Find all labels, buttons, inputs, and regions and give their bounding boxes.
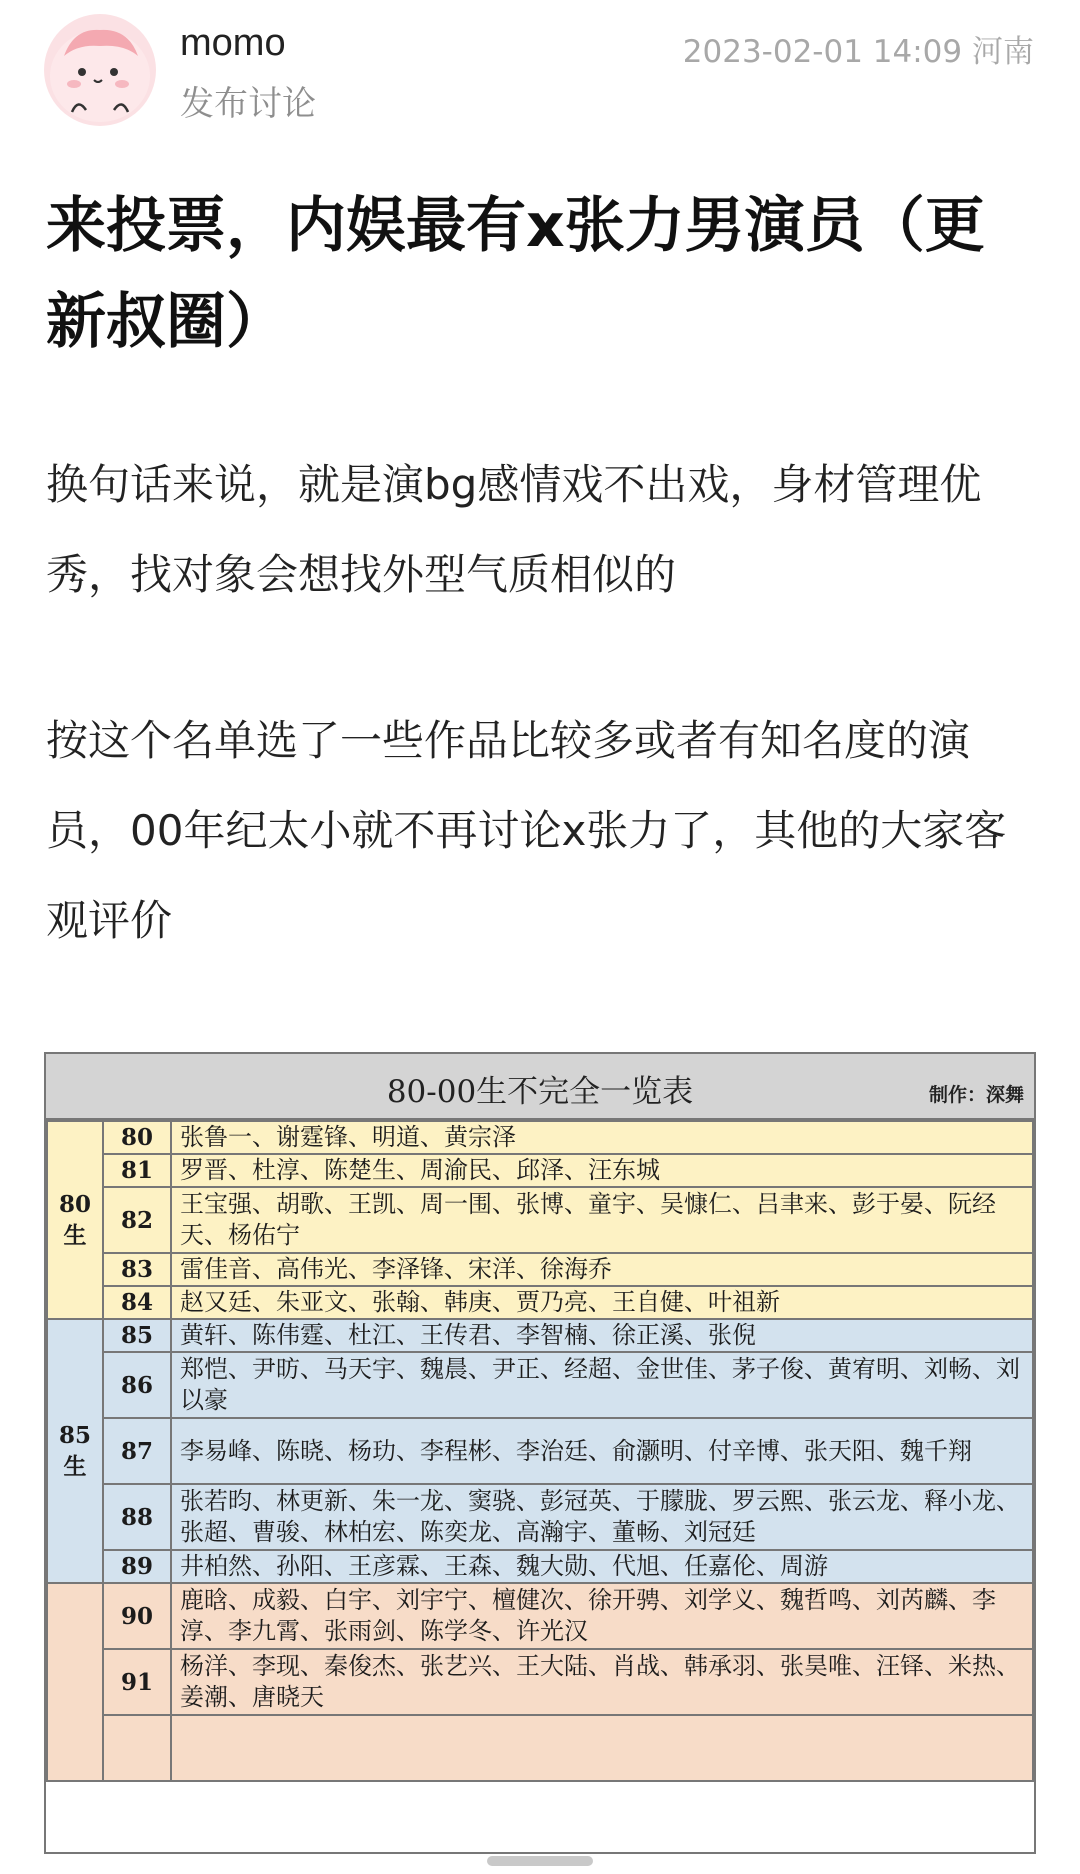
names-cell: 李易峰、陈晓、杨玏、李程彬、李治廷、俞灏明、付辛博、张天阳、魏千翔 [171, 1418, 1033, 1484]
names-cell: 赵又廷、朱亚文、张翰、韩庚、贾乃亮、王自健、叶祖新 [171, 1286, 1033, 1319]
names-cell: 黄轩、陈伟霆、杜江、王传君、李智楠、徐正溪、张倪 [171, 1319, 1033, 1352]
post-meta [683, 26, 1034, 71]
year-cell: 82 [103, 1187, 171, 1253]
actor-list-image[interactable] [44, 1052, 1036, 1854]
peach-character-avatar-icon [44, 14, 156, 126]
names-cell [171, 1715, 1033, 1781]
table-row [47, 1583, 1033, 1649]
timestamp: 2023-02-01 14:09 [682, 34, 963, 70]
year-cell: 80 [103, 1121, 171, 1154]
group-label [47, 1583, 103, 1781]
table-row [47, 1418, 1033, 1484]
year-cell: 90 [103, 1583, 171, 1649]
home-indicator[interactable] [487, 1856, 593, 1866]
table-title-bar [46, 1054, 1034, 1120]
names-cell: 张鲁一、谢霆锋、明道、黄宗泽 [171, 1121, 1033, 1154]
names-cell: 王宝强、胡歌、王凯、周一围、张博、童宇、吴慷仁、吕聿来、彭于晏、阮经天、杨佑宁 [171, 1187, 1033, 1253]
names-cell: 杨洋、李现、秦俊杰、张艺兴、王大陆、肖战、韩承羽、张昊唯、汪铎、米热、姜潮、唐晓天 [171, 1649, 1033, 1715]
names-cell: 鹿晗、成毅、白宇、刘宇宁、檀健次、徐开骋、刘学义、魏哲鸣、刘芮麟、李淳、李九霄、张雨剑、陈学冬、许光汉 [171, 1583, 1033, 1649]
group-label: 80生 [47, 1121, 103, 1319]
table-row [47, 1352, 1033, 1418]
table-row [47, 1550, 1033, 1583]
avatar[interactable] [44, 14, 156, 126]
year-cell: 88 [103, 1484, 171, 1550]
table-row [47, 1715, 1033, 1781]
post-paragraph-2: 按这个名单选了一些作品比较多或者有知名度的演员，00年纪太小就不再讨论x张力了，其他的大家客观评价 [46, 716, 1007, 945]
names-cell: 雷佳音、高伟光、李泽锋、宋洋、徐海乔 [171, 1253, 1033, 1286]
year-cell: 81 [103, 1154, 171, 1187]
table-row [47, 1286, 1033, 1319]
post-title: 来投票，内娱最有x张力男演员（更新叔圈） [46, 191, 985, 357]
year-cell: 85 [103, 1319, 171, 1352]
table-row [47, 1649, 1033, 1715]
year-cell: 83 [103, 1253, 171, 1286]
year-cell: 89 [103, 1550, 171, 1583]
table-title: 80-00生不完全一览表 [386, 1074, 694, 1110]
group-label: 85生 [47, 1319, 103, 1583]
year-cell: 91 [103, 1649, 171, 1715]
table-maker-credit: 制作：深舞 [928, 1084, 1024, 1106]
year-cell [103, 1715, 171, 1781]
names-cell: 郑恺、尹昉、马天宇、魏晨、尹正、经超、金世佳、茅子俊、黄宥明、刘畅、刘以豪 [171, 1352, 1033, 1418]
table-row [47, 1154, 1033, 1187]
username[interactable]: momo [180, 22, 286, 64]
table-row [47, 1319, 1033, 1352]
names-cell: 井柏然、孙阳、王彦霖、王森、魏大勋、代旭、任嘉伦、周游 [171, 1550, 1033, 1583]
table-row [47, 1484, 1033, 1550]
names-cell: 张若昀、林更新、朱一龙、窦骁、彭冠英、于朦胧、罗云熙、张云龙、释小龙、张超、曹骏、林柏宏、陈奕龙、高瀚宇、董畅、刘冠廷 [171, 1484, 1033, 1550]
table-row [47, 1187, 1033, 1253]
names-cell: 罗晋、杜淳、陈楚生、周渝民、邱泽、汪东城 [171, 1154, 1033, 1187]
year-cell: 86 [103, 1352, 171, 1418]
post-paragraph-1: 换句话来说，就是演bg感情戏不出戏，身材管理优秀，找对象会想找外型气质相似的 [46, 460, 982, 599]
table-row [47, 1121, 1033, 1154]
post-type-label: 发布讨论 [180, 84, 316, 124]
table-row [47, 1253, 1033, 1286]
location: 河南 [972, 34, 1034, 70]
year-cell: 84 [103, 1286, 171, 1319]
post-header [0, 0, 1080, 140]
actor-table [46, 1120, 1034, 1782]
year-cell: 87 [103, 1418, 171, 1484]
